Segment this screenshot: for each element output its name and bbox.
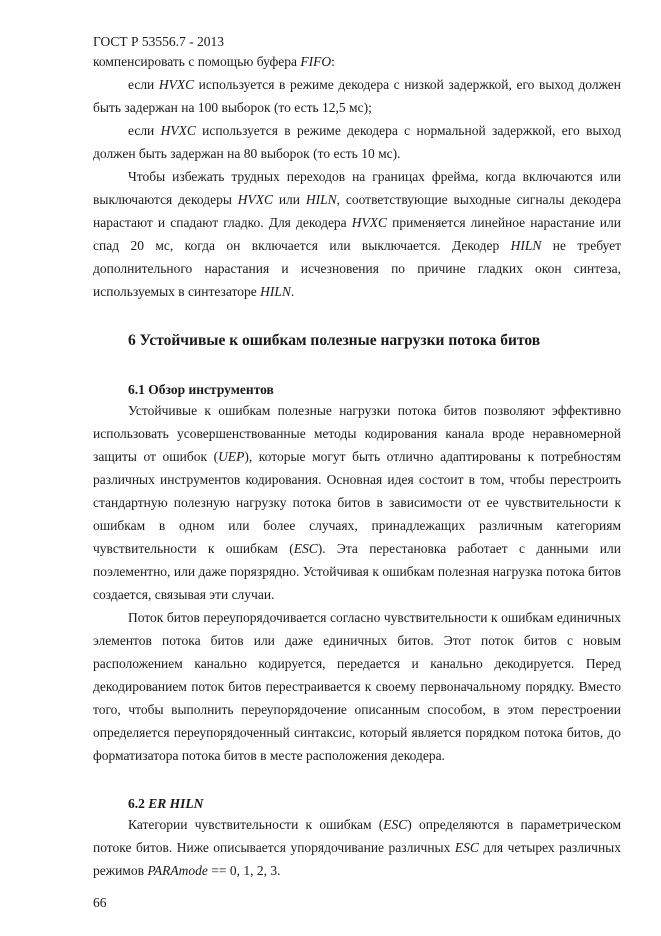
paragraph: Устойчивые к ошибкам полезные нагрузки потока битов позволяют эффективно использовать усовершенствованные методы кодирования канала вроде неравномерной защиты от ошибок (UEP), которые могут быть отлично адаптированы к потребностям различных инструментов кодирования. Основная идея состоит в том, чтобы перестроить стандартную полезную нагрузку потока битов в зависимости от ее чувствительности к ошибкам в одном или более случаях, принадлежащих различным категориям чувствительности к ошибкам (ESC). Эта перестановка работает с данными или поэлементно, или даже порязрядно. Устойчивая к ошибкам полезная нагрузка потока битов создается, связывая эти случаи.	[93, 403, 622, 602]
document-header: ГОСТ Р 53556.7 - 2013	[93, 34, 225, 49]
section-title: 6 Устойчивые к ошибкам полезные нагрузки потока битов	[128, 332, 541, 349]
subsection-title: 6.1 Обзор инструментов	[128, 382, 274, 397]
paragraph: Чтобы избежать трудных переходов на границах фрейма, когда включаются или выключаются декодеры HVXC или HILN, соответствующие выходные сигналы декодера нарастают и спадают гладко. Для декодера HVXC применяется линейное нарастание или спад 20 мс, когда он включается или выключается. Декодер HILN не требует дополнительного нарастания и исчезновения по причине гладких окон синтеза, используемых в синтезаторе HILN.	[93, 169, 622, 299]
paragraph: Поток битов переупорядочивается согласно чувствительности к ошибкам единичных элементов потока битов или даже единичных битов. Этот поток битов с новым расположением канально кодируется, передается и канально декодируется. Перед декодированием поток битов перестраивается к своему первоначальному порядку. Вместо того, чтобы выполнить переупорядочение описанным способом, в этом перестроении определяется переупорядоченный синтаксис, который является порядком потока битов, до форматизатора потока битов в месте расположения декодера.	[93, 610, 621, 763]
subsection-title: 6.2 ER HILN	[128, 796, 204, 811]
page-number: 66	[93, 895, 107, 910]
paragraph: если HVXC используется в режиме декодера с низкой задержкой, его выход должен быть задержан на 100 выборок (то есть 12,5 мс);	[93, 77, 621, 115]
paragraph: Категории чувствительности к ошибкам (ESC) определяются в параметрическом потоке битов. Ниже описывается упорядочивание различных ESC для четырех различных режимов PARAmode == 0, 1, 2, 3.	[93, 817, 621, 878]
paragraph: компенсировать с помощью буфера FIFO:	[93, 54, 335, 69]
subsection-1-text	[93, 399, 621, 767]
subsection-2-text	[93, 813, 621, 882]
top-text-block	[93, 50, 621, 303]
paragraph: если HVXC используется в режиме декодера с нормальной задержкой, его выход должен быть задержан на 80 выборок (то есть 10 мс).	[93, 123, 621, 161]
